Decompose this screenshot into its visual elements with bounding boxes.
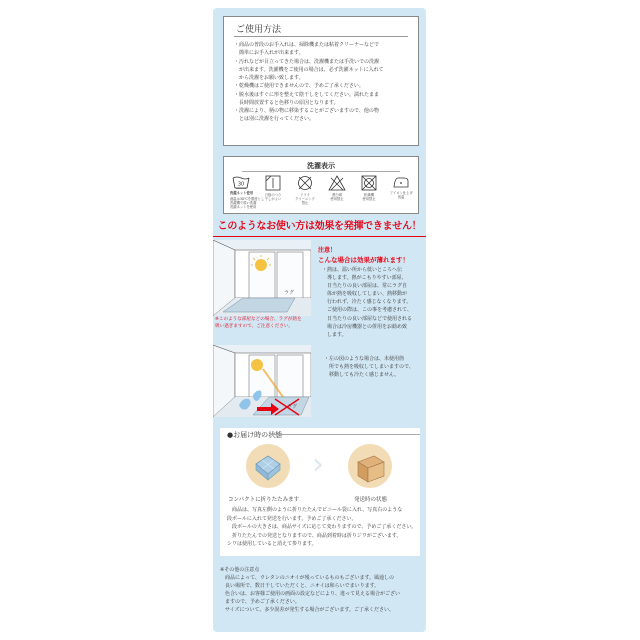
washing-title-divider [242,171,400,172]
shipping-box-photo [348,444,392,488]
wash-label-line: 干しがよい [264,197,282,202]
usage-line: ・乾燥機はご使用できませんので、予めご了承ください。 [234,83,364,90]
folded-caption: コンパクトに折りたたみます [228,497,300,503]
usage-line: とは別に洗濯を行ってください。 [234,116,315,123]
footnote-line: 色合いは、お客様ご使用の画面の設定などにより、違って見える場合がござい [220,591,401,597]
note-line: 日当たりの良い部屋などで使用される [322,315,413,322]
usage-title: ご使用方法 [236,25,282,35]
room-note: ラグ [284,290,295,296]
wash-label-line: 使用禁止 [330,197,344,202]
unused-area-explanation [324,355,414,379]
sunny-room-illustration [213,240,311,316]
line-dry-shade-icon [265,175,281,191]
note-line: 場合は冷房機器との併用をお勧め致 [322,323,408,330]
delivery-line: 段ボールの大きさは、商品サイズに応じて変わりますので、予めご了承ください。 [227,524,417,530]
note-line: ・左の図のような場合は、未使用箇 [324,356,405,362]
footnote-line: サイズについて、多少誤差が発生する場合がございます。ご了承ください。 [220,607,395,613]
wash-label-line: 洗濯ネットを使用 [230,205,257,210]
iron-low-icon [392,175,410,189]
wash-label-line: 漂白剤 [332,193,342,197]
delivery-explanation [227,506,416,549]
rug-label: ラグ [287,404,298,410]
usage-line: が出来ます。洗濯機をご使用の場合は、必ず洗濯ネットに入れて [234,66,384,73]
washing-title: 洗濯表示 [307,162,335,170]
wash-temp-label: 30 [237,181,245,188]
usage-line: 簡単にお手入れが出来ます。 [234,50,304,57]
wash-label-line: 低温 [397,195,405,200]
delivery-title-divider [270,434,420,435]
folded-rug-icon [246,444,290,488]
net-use-label: 洗濯ネット使用 [230,191,254,195]
shipping-caption: 発送時の状態 [354,497,388,503]
wash-label-line: ドライ [300,193,310,197]
note-line: 所でも熱を吸収してしまいますので、 [324,364,414,371]
wash-label-line: 日陰のつり [264,193,282,197]
wash-label-line: 液温は30℃を限度とし [230,197,265,202]
caution-label: 注意！ [318,247,337,254]
warning-divider [213,236,426,237]
usage-line: 長時間放置すると色移りの原因となります。 [234,99,339,106]
heat-explanation [322,266,412,339]
wash-label-line: 洗濯機で弱い洗濯 [230,201,257,206]
delivery-line: 商品は、写真左側のように折りたたんでビニール袋に入れ、写真右のような [227,507,403,513]
wash-symbol [262,175,284,201]
usage-line: ・洗濯により、柄の物に移染することがございますので、他の物 [234,108,379,114]
arrow-icon: › [312,447,324,482]
note-line: します。 [322,331,347,338]
wash-label-line: 禁止 [301,201,309,206]
note-line: 日当たりの良い部屋は、常にラグ自 [322,283,408,290]
wash-tub-30-icon [232,175,250,189]
caution-headline: こんな場合は効果が薄れます！ [318,256,409,264]
delivery-title: ●お届け時の状態 [227,431,283,439]
wash-label-line: クリーニング [295,197,315,202]
no-bleach-icon [328,175,346,191]
wash-symbol-label [262,193,284,201]
delivery-line: 折りたたんでの発送となりますので、商品到着時は折りジワがございます。 [227,532,402,539]
warning-banner: このようなお使い方は効果を発揮できません！ [217,221,422,232]
note-line: ご使用の際は、この事を考慮されて、 [322,307,412,314]
delivery-line: シワは使用していると消えて参ります。 [227,541,317,547]
washing-label-box [223,156,419,214]
wash-label-line: 乾燥機 [364,193,374,197]
note-line: 体が熱を吸収してしまい、熱移動が [322,291,408,298]
wash-symbol [294,175,316,205]
wash-label-line: アイロン仕上げ [390,191,413,195]
wash-label-line: 使用禁止 [362,197,376,202]
wash-symbol-label [390,191,412,199]
wash-symbol-label [358,193,380,201]
usage-line: ・脱水後はすぐに形を整えて陰干しをしてください。濡れたまま [234,91,380,98]
usage-line: ・汚れなどが目立ってきた場合は、洗濯機または手洗いでの洗濯 [234,58,380,65]
usage-box [223,16,419,146]
wash-symbol-label [326,193,348,201]
note-line: 移動しても冷たく感じません。 [324,372,400,379]
other-notes [220,566,400,614]
usage-text [234,41,412,124]
no-dry-cleaning-icon [297,175,313,191]
no-tumble-dry-icon [361,175,377,191]
folded-rug-photo [246,444,290,488]
wash-symbol [358,175,380,201]
note-line: 行われず、冷たく感じなくなります。 [322,299,412,306]
footnote-line: ますので、予めご了承ください。 [220,599,300,605]
red-caution-note [215,317,302,331]
wash-symbol [390,175,412,199]
footnote-line: 良い場所で、数日干していただくと、ニオイは和らいでまいります。 [220,583,380,589]
delivery-line: 段ボールに入れて発送を行います。予めご了承ください。 [227,515,357,522]
cardboard-box-icon [348,444,392,488]
usage-title-divider [234,36,408,37]
wash-symbol-label [230,197,265,210]
wash-symbol [326,175,348,201]
footnote-line: 商品によって、ウレタンのニオイが残っているものもございます。風通しの [220,575,395,581]
usage-line: ・商品の普段のお手入れは、掃除機または粘着クリーナーなどで [234,42,380,48]
note-line: 導します。熱がこもりやすい部屋、 [322,275,407,282]
red-note-line: ※このような部屋などの場合、ラグが熱を [215,317,302,322]
wash-symbol-label [294,193,316,205]
red-note-line: 吸い過ぎますので、ご注意ください。 [215,323,294,329]
usage-line: から洗濯をお願い致します。 [234,75,304,81]
wash-symbol [230,175,265,210]
footnote-line: ※その他の注意点 [220,567,260,573]
note-line: ・熱は、温い所から低いところへ伝 [322,267,403,273]
